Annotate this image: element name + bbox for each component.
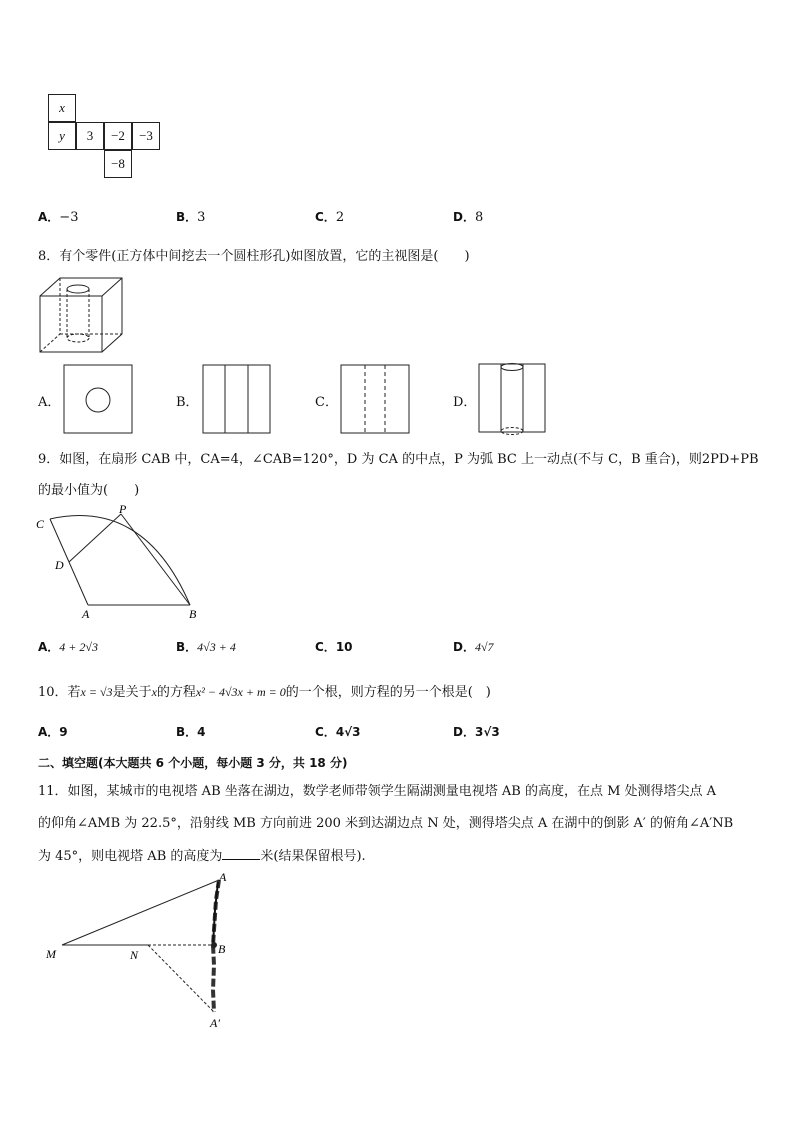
q7-option-d[interactable] xyxy=(453,208,483,225)
q11-tower-figure xyxy=(44,870,244,1030)
q9-option-d[interactable] xyxy=(453,638,494,655)
option-label: A． xyxy=(38,725,60,739)
q10-option-b[interactable] xyxy=(176,723,206,740)
fig-label-b: B xyxy=(189,607,197,621)
q8-option-b-figure xyxy=(203,365,270,433)
option-label: C． xyxy=(315,640,336,654)
q10-post: 的一个根，则方程的另一个根是( ) xyxy=(285,685,491,700)
fig-label-a-prime: A′ xyxy=(210,1016,220,1030)
grid-cell-1 xyxy=(76,122,104,150)
q8-option-a-figure xyxy=(64,365,132,433)
q8-option-c-figure xyxy=(341,365,409,433)
grid-cell-4 xyxy=(104,150,132,178)
q10-option-c[interactable] xyxy=(315,723,361,740)
option-value: 4√3 xyxy=(335,725,361,739)
q7-option-c[interactable] xyxy=(315,208,344,225)
option-label: D． xyxy=(453,640,475,654)
q11-stem-line2: 的仰角∠AMB 为 22.5°，沿射线 MB 方向前进 200 米到达湖边点 N 处，测得塔尖点 A 在湖中的倒影 A′ 的俯角∠A′NB xyxy=(38,816,734,831)
option-value: 9 xyxy=(59,725,68,739)
q7-option-a[interactable] xyxy=(38,208,78,225)
q10-mid: 是关于 xyxy=(112,685,152,700)
q9-stem-line1: 9．如图，在扇形 CAB 中，CA=4，∠CAB=120°，D 为 CA 的中点，P 为弧 BC 上一动点(不与 C，B 重合)，则2PD+PB xyxy=(38,452,759,467)
q9-sector-figure xyxy=(36,504,206,622)
option-value: 3√3 xyxy=(474,725,500,739)
answer-blank[interactable] xyxy=(222,847,260,860)
option-value: 10 xyxy=(335,640,353,654)
q8-option-c-label[interactable]: C． xyxy=(315,395,338,410)
option-value: 3 xyxy=(197,210,206,225)
option-value: −3 xyxy=(59,210,79,225)
grid-cell-3 xyxy=(132,122,160,150)
q11-line3-prefix: 为 45°，则电视塔 AB 的高度为 xyxy=(38,849,223,864)
fig-label-a: A xyxy=(219,870,227,884)
fig-label-n: N xyxy=(130,948,139,962)
option-value: 4 + 2√3 xyxy=(59,640,98,654)
option-value: 4 xyxy=(197,725,206,739)
q8-cube-figure xyxy=(40,278,122,354)
option-value: 4√3 + 4 xyxy=(197,640,236,654)
q7-option-b[interactable] xyxy=(176,208,205,225)
option-label: C． xyxy=(315,210,336,224)
q10-option-a[interactable] xyxy=(38,723,68,740)
q9-stem-line2: 的最小值为( ) xyxy=(38,483,140,498)
q8-option-b-label[interactable]: B． xyxy=(176,395,199,410)
q10-option-d[interactable] xyxy=(453,723,500,740)
grid-value: −2 xyxy=(111,128,125,143)
q9-option-c[interactable] xyxy=(315,638,353,655)
grid-value: 3 xyxy=(86,128,94,143)
grid-value: −8 xyxy=(111,156,125,171)
q10-stem xyxy=(38,681,491,700)
option-value: 4√7 xyxy=(474,640,494,654)
fig-label-b: B xyxy=(218,942,226,956)
q11-stem-line3 xyxy=(38,845,366,864)
q8-option-d-figure xyxy=(479,362,545,436)
option-label: D． xyxy=(453,725,475,739)
grid-cell-x xyxy=(48,94,76,122)
option-label: B． xyxy=(176,640,198,654)
fig-label-a: A xyxy=(82,607,90,621)
option-value: 8 xyxy=(474,210,484,225)
q10-equation: x² − 4√3x + m = 0 xyxy=(195,685,286,699)
grid-label-x: x xyxy=(59,100,65,115)
grid-cell-2 xyxy=(104,122,132,150)
section-title: 二、填空题(本大题共 6 个小题，每小题 3 分，共 18 分) xyxy=(38,756,348,770)
option-label: C． xyxy=(315,725,336,739)
fig-label-m: M xyxy=(46,947,56,961)
q11-stem-line1: 11．如图，某城市的电视塔 AB 坐落在湖边，数学老师带领学生隔湖测量电视塔 AB 的高度，在点 M 处测得塔尖点 A xyxy=(38,784,717,799)
fig-label-c: C xyxy=(36,517,45,531)
q10-pre: 10．若 xyxy=(38,685,81,700)
option-value: 2 xyxy=(335,210,345,225)
fig-label-d: D xyxy=(55,558,64,572)
q9-option-b[interactable] xyxy=(176,638,236,655)
q8-option-a-label[interactable]: A． xyxy=(38,395,61,410)
option-label: A． xyxy=(38,210,60,224)
grid-value: −3 xyxy=(139,128,153,143)
grid-label-y: y xyxy=(59,128,65,143)
option-label: B． xyxy=(176,210,198,224)
q10-root-expr: x = √3 xyxy=(80,685,113,699)
option-label: B． xyxy=(176,725,198,739)
option-label: D． xyxy=(453,210,475,224)
q8-option-d-label[interactable]: D． xyxy=(453,395,477,410)
grid-cell-y xyxy=(48,122,76,150)
q8-stem: 8．有个零件(正方体中间挖去一个圆柱形孔)如图放置，它的主视图是( ) xyxy=(38,249,470,264)
q10-var: x xyxy=(151,685,157,699)
q10-mid2: 的方程 xyxy=(156,685,196,700)
q11-line3-suffix: 米(结果保留根号). xyxy=(260,849,366,864)
q9-option-a[interactable] xyxy=(38,638,98,655)
option-label: A． xyxy=(38,640,60,654)
fig-label-p: P xyxy=(119,502,127,516)
